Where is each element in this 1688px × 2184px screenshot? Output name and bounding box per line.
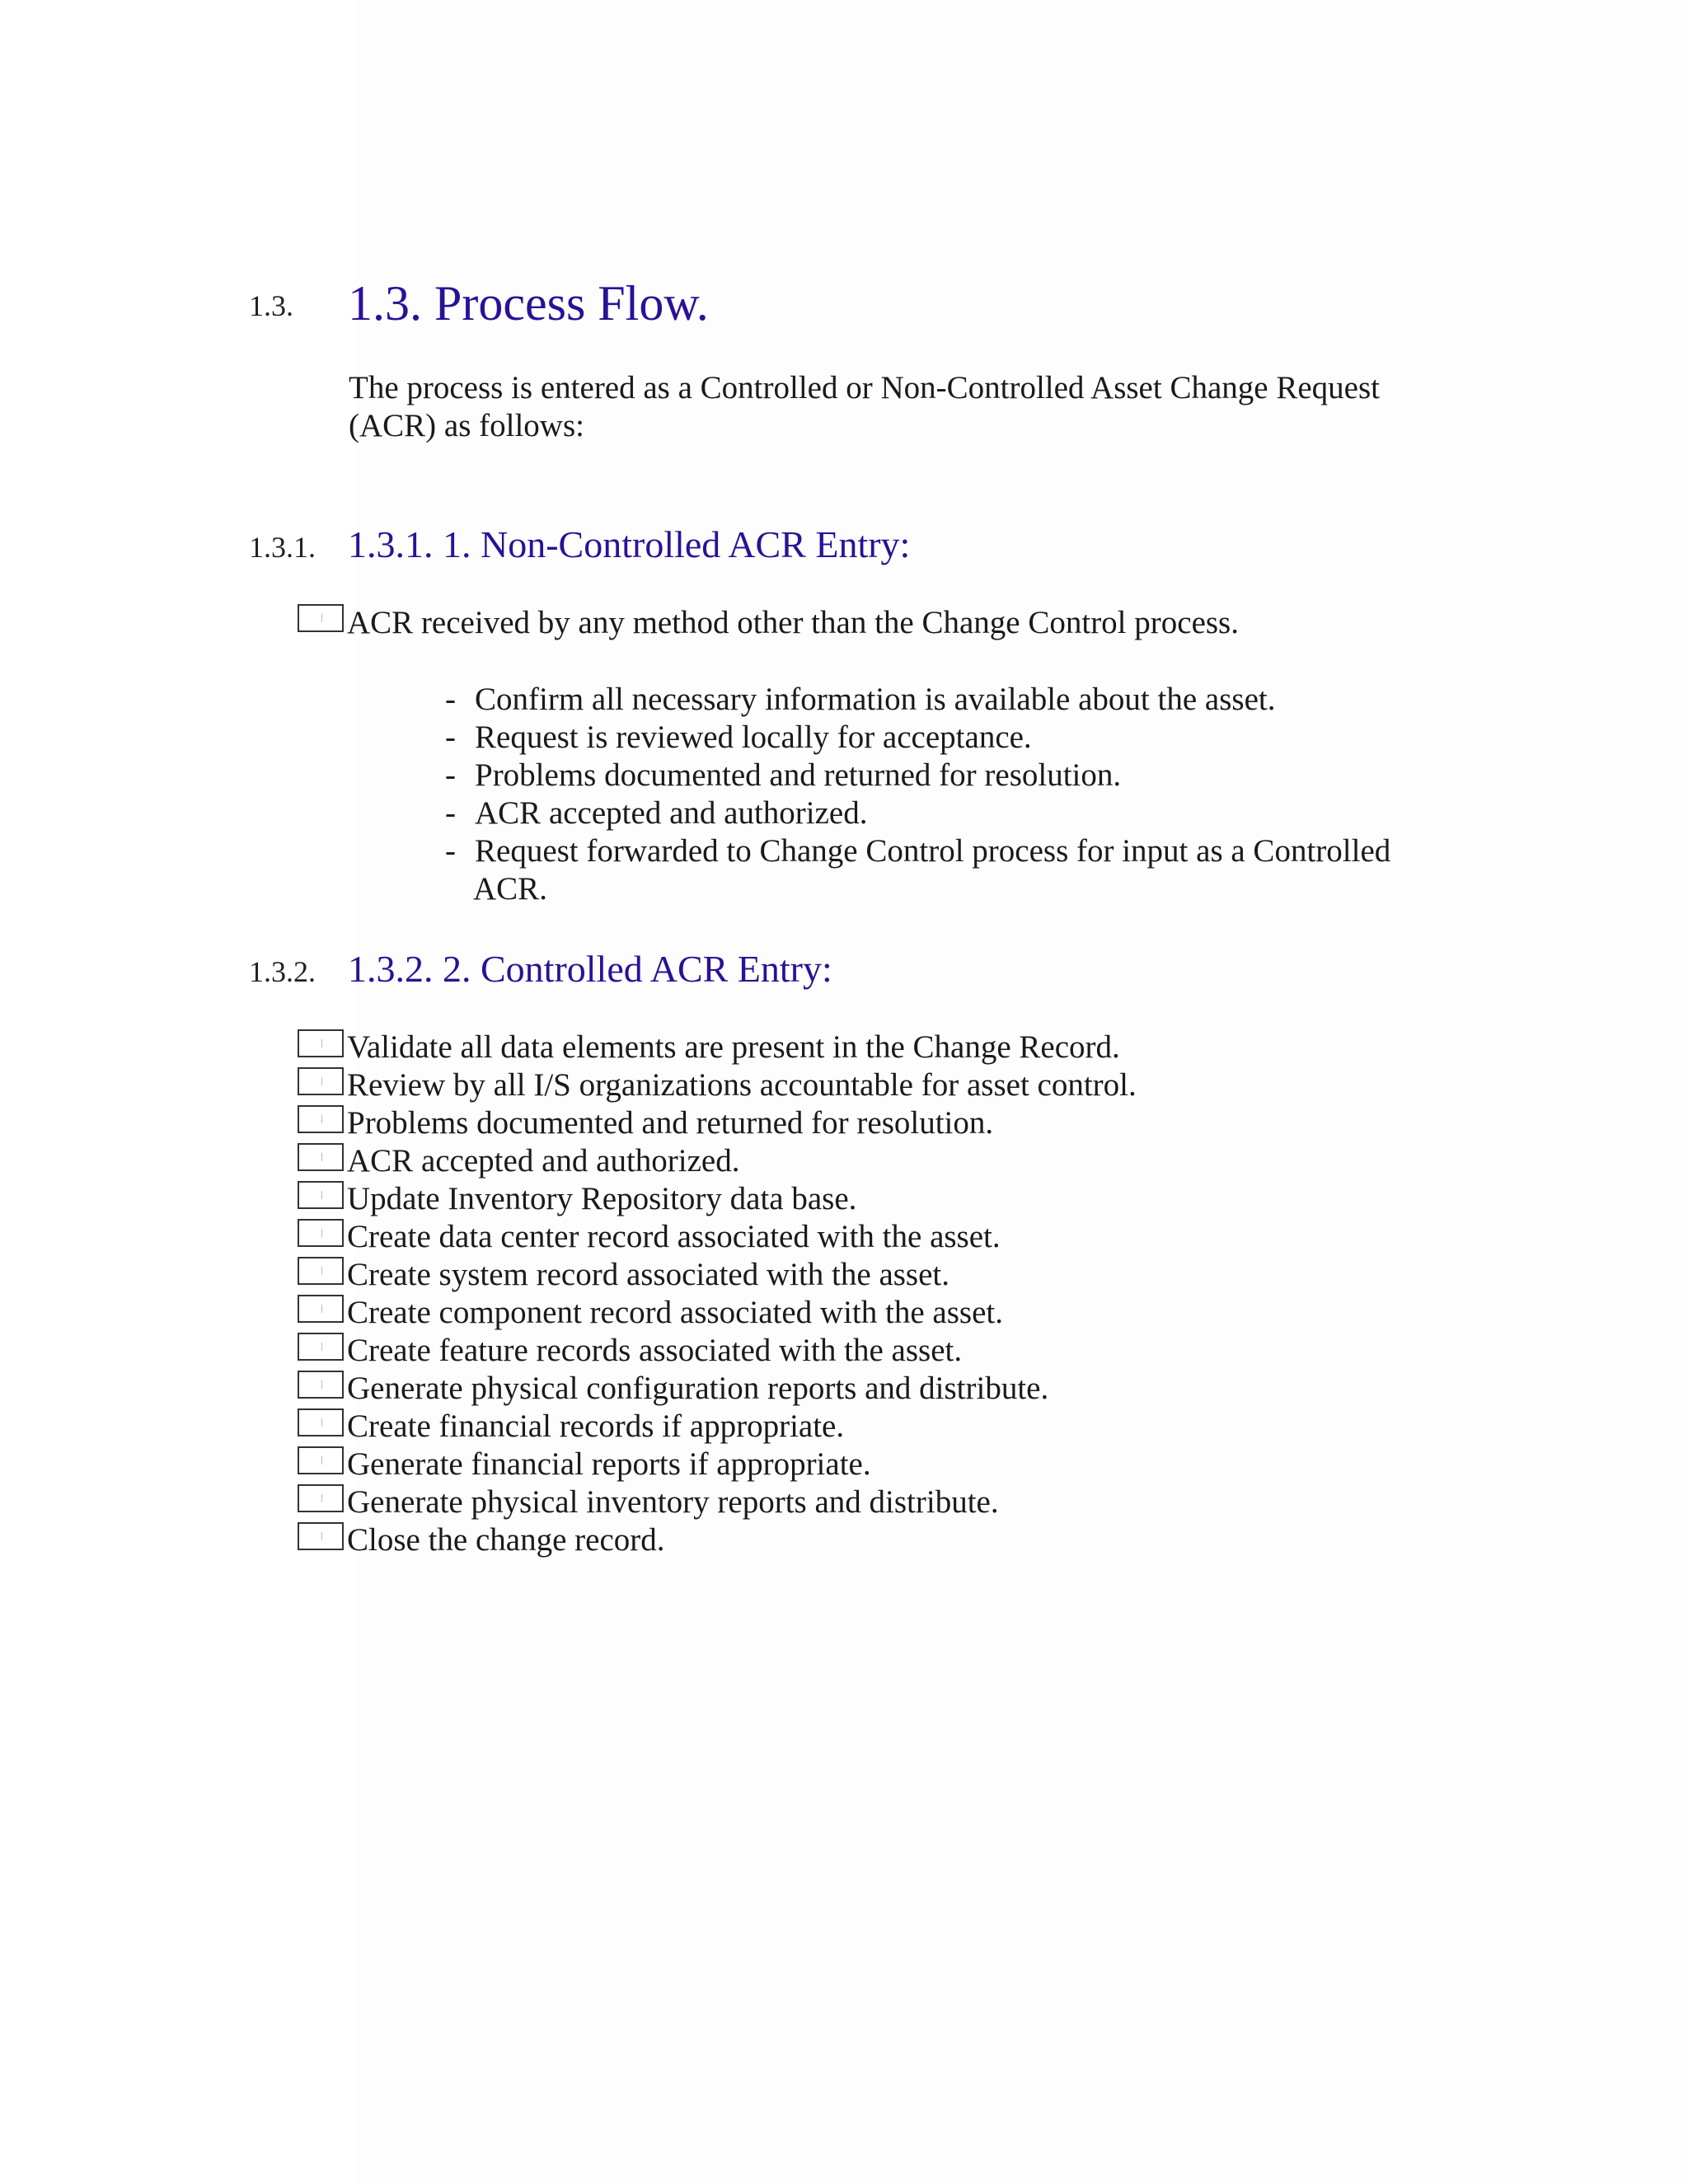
section-title: 1.3. Process Flow. <box>348 276 709 330</box>
checklist-item: Generate physical inventory reports and distribute. <box>347 1484 999 1520</box>
subsection-1-margin-number: 1.3.1. <box>249 531 316 564</box>
checkbox-icon <box>298 1067 344 1095</box>
checklist-item: Close the change record. <box>347 1522 665 1558</box>
dash-list-item: - Request is reviewed locally for acceptance. <box>445 719 1032 755</box>
dash-list-item: - Problems documented and returned for resolution. <box>445 757 1122 793</box>
checkbox-icon <box>298 1371 344 1399</box>
checkbox-icon <box>298 1219 344 1247</box>
subsection-2-margin-number: 1.3.2. <box>249 955 316 988</box>
subsection-1-title: 1.3.1. 1. Non-Controlled ACR Entry: <box>348 523 911 565</box>
checklist-item: Review by all I/S organizations accountable for asset control. <box>347 1067 1137 1103</box>
checklist-item: Create financial records if appropriate. <box>347 1408 845 1444</box>
checklist-item: Create feature records associated with the asset. <box>347 1333 963 1368</box>
section-intro: The process is entered as a Controlled or Non-Controlled Asset Change Request (ACR) as follows: <box>349 370 1380 443</box>
checklist-item: Problems documented and returned for resolution. <box>347 1105 994 1141</box>
subsection-2-title: 1.3.2. 2. Controlled ACR Entry: <box>348 948 832 990</box>
checkbox-icon <box>298 1522 344 1550</box>
section-margin-number: 1.3. <box>249 289 293 322</box>
checklist-item: Validate all data elements are present in the Change Record. <box>347 1029 1120 1065</box>
dash-list-item: - Request forwarded to Change Control process for input as a Controlled <box>445 833 1391 869</box>
checkbox-icon <box>298 1257 344 1285</box>
checklist-item: Create component record associated with the asset. <box>347 1295 1003 1330</box>
checklist-item: Create system record associated with the asset. <box>347 1257 950 1292</box>
checkbox-icon <box>298 1105 344 1133</box>
checkbox-icon <box>298 1029 344 1057</box>
checkbox-icon <box>298 1295 344 1323</box>
checkbox-icon <box>298 604 344 632</box>
checklist-item: Create data center record associated with the asset. <box>347 1219 1001 1254</box>
checkbox-icon <box>298 1143 344 1171</box>
dash-list-item: - Confirm all necessary information is available about the asset. <box>445 682 1276 717</box>
checkbox-icon <box>298 1446 344 1474</box>
checkbox-icon <box>298 1333 344 1361</box>
checkbox-icon <box>298 1484 344 1512</box>
dash-list-item: - ACR accepted and authorized. <box>445 795 868 831</box>
checkbox-icon <box>298 1181 344 1209</box>
checkbox-icon <box>298 1408 344 1436</box>
subsection-1-bullet: ACR received by any method other than the Change Control process. <box>347 605 1239 640</box>
checklist-item: Generate physical configuration reports and distribute. <box>347 1371 1049 1406</box>
dash-list-continuation: ACR. <box>473 871 547 907</box>
checklist-item: Update Inventory Repository data base. <box>347 1181 857 1216</box>
checklist-item: Generate financial reports if appropriate. <box>347 1446 871 1482</box>
checklist-item: ACR accepted and authorized. <box>347 1143 740 1179</box>
